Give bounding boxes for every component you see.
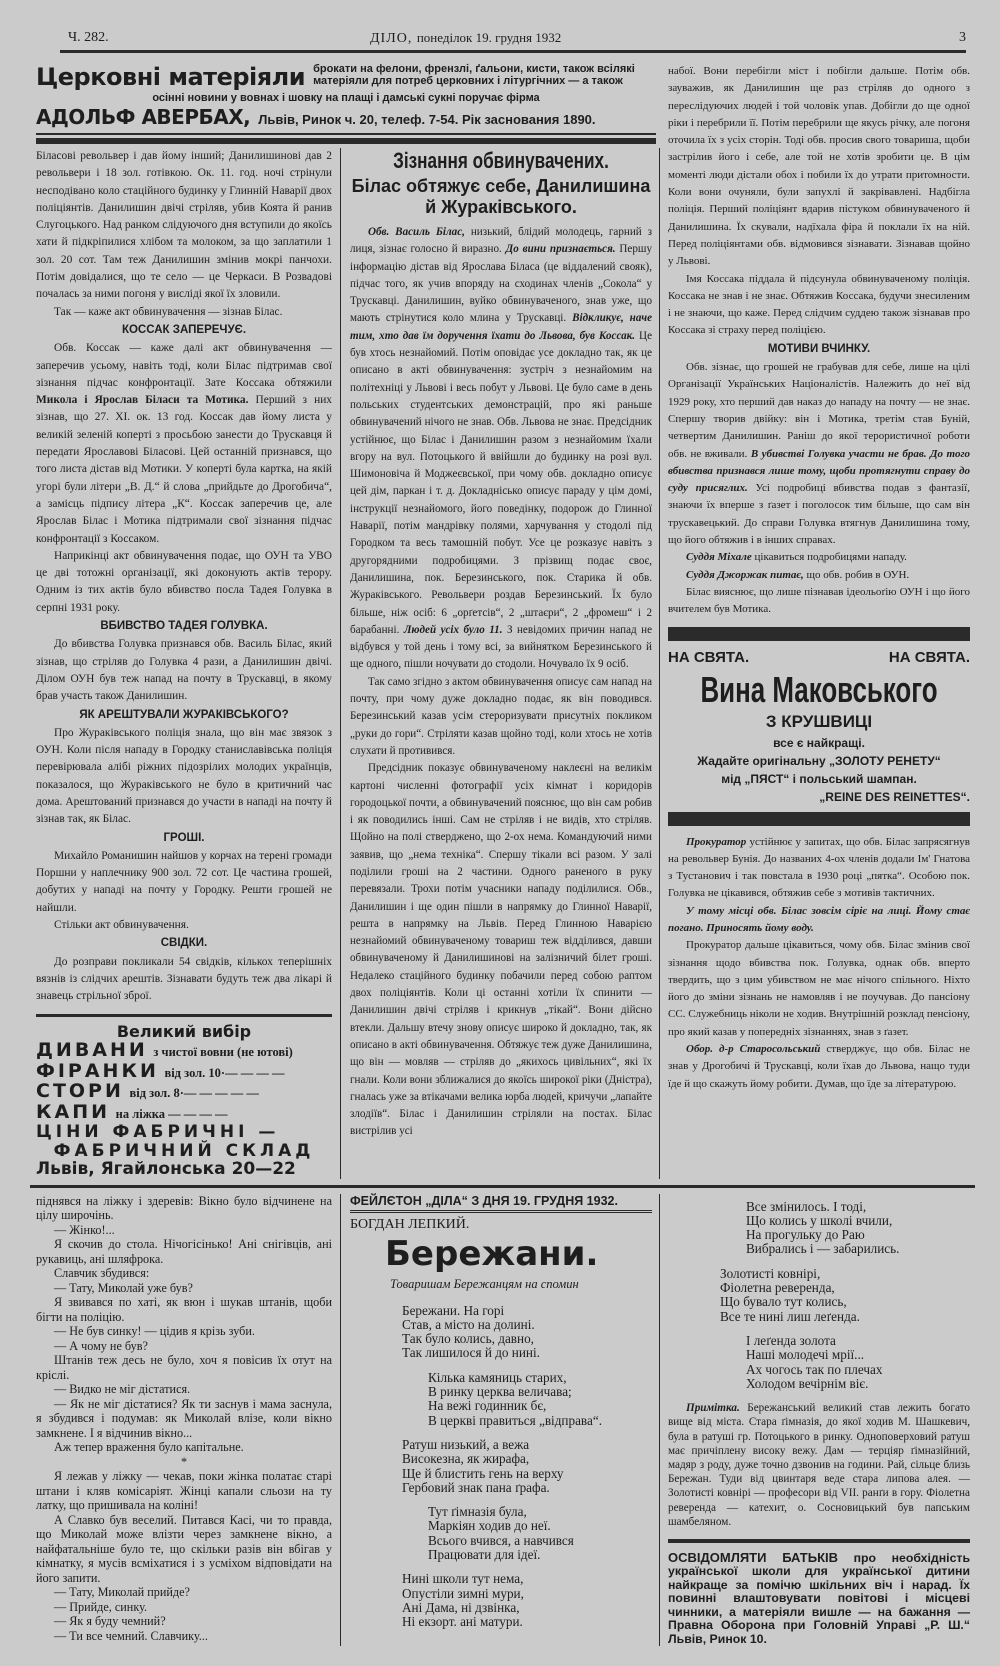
ad-rule <box>668 1539 970 1543</box>
section-heading: КОССАК ЗАПЕРЕЧУЄ. <box>121 323 247 336</box>
poem-line: Високезна, як жирафа, <box>402 1451 530 1467</box>
italic-text: В убивстві Голувка участи не брав. До того вбивства признався лише тому, щоби протягнути справу до суду присяглих. <box>668 447 971 495</box>
poem-line: Що колись у школі вчили, <box>746 1212 893 1228</box>
section-heading: ВБИВСТВО ТАДЕЯ ГОЛУВКА. <box>100 620 268 633</box>
ad-title: Церковні матеріяли <box>36 63 306 91</box>
row-big: ФІРАНКИ <box>36 1059 159 1082</box>
issue-date: понеділок 19. грудня 1932 <box>416 30 562 45</box>
page-header <box>60 30 966 53</box>
paragraph <box>350 224 652 674</box>
paper-name: ДІЛО, <box>370 31 413 46</box>
paragraph: — Ти все чемний. Славчику... <box>54 1628 208 1643</box>
poem-line: Гербовий знак пана ґрафа. <box>402 1479 550 1495</box>
furniture-row <box>36 1041 332 1062</box>
italic-text: У тому місці обв. Білас зовсім сіріє на лиці. Йому стає погано. Приносять йому воду. <box>668 904 970 934</box>
paragraph: До розправи покликали 54 свідків, кількох теперішніх вязнів із слідчих арештів. Зізнавати будуть теж два лікарі й знавець стрільної зброї. <box>36 955 332 1003</box>
furniture-heading: Великий вибір <box>116 1021 252 1041</box>
row-small: від зол. 10·— — — — <box>164 1065 285 1080</box>
poem-line: В ринку церква величава; <box>428 1384 572 1400</box>
italic-text: Обв. Василь Білас, <box>368 226 465 238</box>
text: Перший з них зізнав, що 27. XI. ок. 13 год. Коссак дав йому листа у великій зеленій коперті з просьбою занести до Трускавця й передати Ярославові Біласові. Цей останній признався, що того листа дістав від Мотики. У коперті була картка, на якій угорі були літери „В. Д.“ й слова „прийдьте до Дрогобича“, а замісць підпису літера „К“. Коссак заперечив це, але Ярослав Білас і Мотика підтримали свої зізнання підчас конфронтації з Коссаком. <box>36 394 332 545</box>
poem-line: Опустіли зимні мури, <box>402 1585 524 1601</box>
poem-line: Наші молодечі мрії... <box>746 1347 865 1363</box>
paragraph: Я звивався по хаті, як вюн і шукав штанів, щоби бігти на поліцію. <box>36 1295 332 1324</box>
upper-section <box>36 63 970 1179</box>
ad-text-2: осінні новини у вовнах і шовку на плащі і дамські сукні поручає фірма <box>152 92 540 104</box>
paragraph: — Тату, Миколай прийде? <box>54 1585 190 1600</box>
poem-line: Що бувало тут колись, <box>720 1294 847 1310</box>
wine-name: Вина Маковського <box>700 668 938 710</box>
paragraph: Стільки акт обвинувачення. <box>54 919 189 932</box>
paragraph: До вбивства Голувка признався обв. Василь Білас, який зізнав, що стріляв до Голувка 4 рази, а Данилишин двічі. Ділом ОУН був теж напад на почту в Трускавці, в якому брав участь також Данилишин. <box>36 638 332 703</box>
paragraph: Так само згідно з актом обвинувачення описує сам напад на почту, при чому дуже докладно подає, як він поводився. Березинський казав усім стероризувати присутніх покликом „руки до гори“. Стріляти казав щойно тоді, коли хтось не хотів слухати й противився. <box>350 675 652 757</box>
poem-stanza <box>402 1505 652 1562</box>
poem-stanza <box>720 1267 970 1324</box>
column-right-mid <box>668 834 970 1093</box>
text: стверджує, що обв. Білас не знав у Дрогобичі й Трускавці, коли їхав до Львова, нащо туди їде й що скажуть йому робити. Думав, що їде за літературою. <box>668 1043 970 1090</box>
row-small: від зол. 8·— — — — — <box>129 1086 259 1101</box>
poem-line: Всього вчився, а навчився <box>428 1532 574 1548</box>
italic-text: Людей усіх було 11. <box>403 623 503 636</box>
row-big: КАПИ <box>36 1100 111 1123</box>
paragraph <box>668 1041 970 1093</box>
ad-firm: АДОЛЬФ АВЕРБАХ, <box>36 105 251 129</box>
paragraph: — Не був синку! — цідив я крізь зуби. <box>54 1324 255 1339</box>
paragraph <box>668 359 970 549</box>
ad-bar-top <box>668 627 970 641</box>
poem-line: Так було колись, давно, <box>402 1331 534 1347</box>
text: цікавиться подробицями нападу. <box>751 551 907 564</box>
paragraph: Я скочив до стола. Нічогісінько! Ані снігівців, ані рукавиць, ані шляфрока. <box>36 1237 332 1266</box>
left-column <box>36 148 340 1179</box>
poem-line: Все змінилось. І тоді, <box>746 1198 867 1214</box>
section-heading: ЯК АРЕШТУВАЛИ ЖУРАКІВСЬКОГО? <box>79 708 289 721</box>
paragraph: — Видко не міг дістатися. <box>54 1382 191 1397</box>
furniture-prices: ЦІНИ ФАБРИЧНІ — <box>36 1122 280 1143</box>
paragraph <box>668 903 970 938</box>
poem-line: Золотисті ковнірі, <box>720 1265 821 1281</box>
poem-stanza <box>402 1438 652 1495</box>
holiday-left: НА СВЯТА. <box>668 648 750 666</box>
lower-section <box>36 1194 970 1647</box>
poem-part-2 <box>720 1200 970 1392</box>
section-rule <box>30 1185 975 1188</box>
paragraph: Так — каже акт обвинувачення — зізнав Білас. <box>54 305 283 318</box>
ad-furniture <box>36 1014 332 1179</box>
poem-line: Все те нині лиш леґенда. <box>720 1308 860 1324</box>
column-left-top <box>36 148 332 1006</box>
ad-church-materials <box>36 63 656 144</box>
poem-line: І леґенда золота <box>746 1332 836 1348</box>
poem-line: В церкві правиться „відправа“. <box>428 1412 602 1428</box>
column-left-bottom <box>36 1194 332 1644</box>
paragraph: Штанів теж десь не було, хоч я повісив їх отут на кріслі. <box>36 1353 332 1382</box>
poem-stanza <box>720 1334 970 1391</box>
paragraph: Предсідник показує обвинуваченому наклеєні на великім картоні численні фотографії усіх кімнат і коридорів городоцької почти, а обвинувачений пояснює, що він сам робив і як поводились інші. Сам не стріляв і не видів, хто стріляв. Щойно на полі стверджено, що 2-ох нема. Командуючий ними заявив, що „нема техніка“. Спершу тікали всі разом. У залі поділили гроші на 2 частини. Одного раненого в руку перевязали. Трохи потім учасники нападу поділилися. Обв., Данилишин і ще один пішли в напрямку до Глинної Наварії, решта в напрямку на Львів. Перед Глинною Наварією незнайомий обвинуваченому товариш теж відділився, давши обвинуваченому й Данилишинові на залізничий білет гроші. Недалеко стаційного будинку побачили перед собою раптом двох поліціянтів. Коли ці останні хотіли їх спинити — Данилишин двічі стріляв і крикнув „тікай“. Вони дійсно втекли. Дальшу втечу знову описує широко й докладно, так, як описано в акті обвинувачення. Обтяжує теж дуже Данилишина, що він — мовляв — стріляв до „якихось цивільних“, які їх гнали. Коли вони зближалися до якоїсь широкої ріки (Дністра), гналась уже за втікачами велика юрба людей, кричучи „лапайте злодіїв“. Білас і Данилишин стріляли на постах. Білас вистрілив усі <box>350 762 652 1138</box>
issue-number: Ч. 282. <box>68 30 109 45</box>
poem-stanza <box>402 1304 652 1361</box>
poem-line: Тут ґімназія була, <box>428 1504 527 1520</box>
poem-line: Бережани. На горі <box>402 1302 505 1318</box>
left-middle-block <box>36 63 660 1179</box>
poem-line: Нині школи тут нема, <box>402 1571 524 1587</box>
row-big: СТОРИ <box>36 1080 124 1103</box>
row-big: ДИВАНИ <box>36 1039 148 1062</box>
holiday-right: НА СВЯТА. <box>888 648 970 666</box>
poem-stanza <box>402 1371 652 1428</box>
text: Обв. зізнає, що грошей не грабував для себе, лише на цілі Організації Українських Націоналістів. Належить до неї від 1929 року, хто перший дав наказ до нападу на почту — не знає. Спершу творив двійку: він і Мотика, третім став Буній, четвертим Данилишин. Раніш до якої терористичної роботи обв. не вживали. <box>668 361 970 460</box>
school-lead: ОСВІДОМЛЯТИ БАТЬКІВ <box>668 1549 839 1565</box>
text: устійнює у запитах, що обв. Білас запрясягнув на револьвер Бунія. До названих 4-ох членів додали Ім' Гнатова з Тустанович і так повстала в 1930 році „пятка“. Особою пок. Голувка не цікавився, обтяжив себе з мотивів тактичних. <box>668 835 970 900</box>
section-heading: СВІДКИ. <box>160 937 208 950</box>
wine-line-2: Жадайте оригінальну „ЗОЛОТУ РЕНЕТУ“ <box>697 753 941 768</box>
page-number: 3 <box>959 30 966 45</box>
poem-line: Так лишилося й до нині. <box>402 1345 540 1361</box>
paragraph: Аж тепер враження було капітальне. <box>54 1440 244 1455</box>
poem-part-1 <box>402 1304 652 1630</box>
poem-author: БОГДАН ЛЕПКИЙ. <box>350 1216 470 1232</box>
wine-origin: З КРУШВИЦІ <box>765 711 873 731</box>
paragraph: Про Жураківського поліція знала, що він має звязок з ОУН. Коли після нападу в Городку станиславівська поліція перевірювала алібі ріжних підозрілих молодих українців, показалося, що Жураківського не було в критичний час дома. Арештований признався до участи в нападі на почту й зізнав так, як Білас. <box>36 726 332 826</box>
right-lower-column <box>660 1194 970 1647</box>
text: що обв. робив в ОУН. <box>803 568 910 581</box>
feuilleton-column <box>340 1194 660 1647</box>
furniture-row <box>36 1100 332 1124</box>
paragraph: — Як я буду чемний? <box>54 1614 166 1629</box>
poem-line: Вибрались і — забарились. <box>746 1241 900 1257</box>
poem-line: Фіолетна реверенда, <box>720 1280 835 1296</box>
poem-title: Бережани. <box>385 1233 599 1274</box>
section-heading: ГРОШІ. <box>163 831 205 844</box>
paragraph: Білас вияснює, що лише пізнавав ідеольоґію ОУН і що його вчителем був Мотика. <box>668 585 970 616</box>
paragraph <box>668 567 970 584</box>
poem-stanza <box>720 1200 970 1257</box>
italic-text: Обор. д-р Старосольський <box>686 1043 821 1056</box>
wine-line-1: все є найкращі. <box>773 735 865 750</box>
ad-school <box>668 1551 970 1647</box>
paragraph: — А чому не був? <box>54 1338 148 1353</box>
paragraph: Імя Коссака піддала й підсунула обвинуваченому поліція. Коссака не знав і не знає. Обтяжив Коссака, будучи знесиленим і не знаючи, що каже. Перед слідчим суддею також зізнавав про Коссака зі страху перед поліцією. <box>668 272 970 337</box>
paragraph: Славчик збудився: <box>54 1266 150 1281</box>
italic-text: Суддя Джоржак питає, <box>686 568 804 581</box>
ad-address: Львів, Ринок ч. 20, телеф. 7-54. Рік заснования 1890. <box>258 112 596 127</box>
wine-line-4: „REINE DES REINETTES“. <box>819 789 970 804</box>
italic-text: До вини признається. <box>505 243 616 256</box>
text: Обв. Коссак — каже далі акт обвинувачення — заперечив усьому, навіть тоді, коли Білас підтримав свої зізнання підчас конфронтації. Зате Коссака обтяжили <box>36 342 332 389</box>
poem-line: На вежі годинник бє, <box>428 1398 547 1414</box>
school-text: про необхідність української школи для української дитини найкраще за помічю шкільних віч і нарад. Їх повинні влаштовувати повітові і місцеві чинники, а матеріяли вишле — на бажання — Правна Оборона при Головній Управі „Р. Ш.“ Львів, Ринок 10. <box>668 1550 970 1646</box>
poem-line: Ні екзорт. ані матури. <box>402 1614 523 1630</box>
italic-text: Прокуратор <box>686 835 747 848</box>
paragraph: набої. Вони перебігли міст і побігли дальше. Потім обв. зауважив, як Данилишин ще раз стріляв до одного з переслідуючих людей і той чоловік упав. Добігли до ще одної ріки і перебрили її. Потім перебрили ще якусь річку, але погоня оточила їх з усіх сторін. Тоді обв. просив свого товариша, щоби застрілив його і себе, але той не хотів зробити це. В цім моменті люди дістали обох і побили їх до утрати притомности. Коли вони очуняли, були запухлі й закрівавлені. Надбігла поліція. Перший поліціянт вдарив пістуком обвинуваченого й Данилишина. Їх скували, надїхала фіра й поклали їх на ній. Перед поліціянтами обв. відмовився зізнавати. Зізнавав щойно у Львові. <box>668 65 970 268</box>
row-small: з чистої вовни (не ютові) <box>153 1045 293 1060</box>
ad-bar-bottom <box>668 812 970 826</box>
paragraph: Наприкінці акт обвинувачення подає, що ОУН та УВО це дві тотожні організації, які доконують актів терору. Одним із тих актів було вбивство посла Тадея Голувка в серпні 1931 року. <box>36 549 332 614</box>
paragraph <box>668 549 970 566</box>
note-label: Примітка. <box>686 1402 740 1415</box>
ad-wine <box>668 649 970 804</box>
ad-rule-thick <box>36 138 656 144</box>
paragraph: Біласові револьвер і дав йому інший; Данилишинові дав 2 револьвери і 18 зол. готівкою. Ок. 11. год. ночі стрінули несподівано коло стаційного будинку у Глинній Наварії двох поліціянтів. Данилишин двічі стріляв, убив Коята й ранив Слугоцького. Над ранком слідуючого дня вступили до якоїсь хати й підкріпилися хлібом та молоком, за що заплатили 1 зол. 20 сот. Там теж Данилишин змінив мокрі панчохи. Потім довідалися, що те село — це Черкаси. В Розвадові почалась за ними погоня у висліді якої їх зловили. <box>36 150 332 301</box>
poem-line: Маркіян ходив до неї. <box>428 1518 551 1534</box>
poem-line: Ах чогось так по плечах <box>746 1361 883 1377</box>
ad-rule <box>36 133 656 135</box>
paragraph: піднявся на ліжку і здеревів: Вікно було відчинене на цілу широчінь. <box>36 1193 332 1223</box>
paragraph: Я лежав у ліжку — чекав, поки жінка полатає старі штани і кляв комісаріят. Жінці капали сльози на ту латку, що пришивала на коліні! <box>36 1469 332 1513</box>
furniture-row <box>36 1082 332 1103</box>
ad-text: брокати на фелони, френзлі, ґальони, кисти, також всілякі матеріяли для потреб церковних і літургічних — а також <box>313 63 635 87</box>
poem-dedication: Товаришам Бережанцям на спомин <box>390 1276 579 1291</box>
wine-line-3: мід „ПЯСТ“ і польський шампан. <box>721 771 917 786</box>
poem-line: Кілька камяниць старих, <box>428 1369 567 1385</box>
italic-text: Відкликує, наче тим, хто дав їм доручення їхати до Львова, був Коссак. <box>350 312 652 342</box>
section-heading: МОТИВИ ВЧИНКУ. <box>767 342 871 355</box>
feuilleton-header: ФЕЙЛЄТОН „ДІЛА“ З ДНЯ 19. ГРУДНЯ 1932. <box>350 1194 652 1213</box>
furniture-row <box>36 1059 332 1083</box>
column-right-top <box>668 63 970 619</box>
right-column <box>660 63 970 1179</box>
text: Це був хтось незнайомий. Потім оповідає усе докладно так, як це описано в акті обвинувачення: зустріч з незнайомим на політехніці у Львові і весь побут у Львові. Це було саме в день польських студентських демонстрацій, про які раньше обвинувачений нічого не знав. Обв. Львова не знає. Предсідник устійнює, що Білас і Данилишин разом з незнайомим їхали вгору на вул. Потоцького й ввійшли до будинку на розі вул. Шимоновіча й Моджеєвської, при чому обв. докладно описує цей дім, паркан і т. д. Докладнісько описує параду у цім домі, інструкції незнайомого, його поведінку, подорож до Глинної Наварії, потім мандрівку полями, харчування у стодолі під Городком та весь тамошній побут. Усе це розказує навіть з другорядними подробицями. З прізвищ подає своє, Данилишина, пок. Березинського, пок. Старика й обв. Жураківського. Револьвери роздав Березинський. Їх було більше, ніж осіб: 6 „орґетсів“, 2 „штаєри“, 2 „фромеш“ і 2 барабанні. <box>350 329 652 636</box>
poem-line: Працювати для ідеї. <box>428 1547 541 1562</box>
bold-text: Микола і Ярослав Біласи та Мотика. <box>36 394 249 407</box>
middle-column <box>340 148 660 1179</box>
article-title: Зізнання обвинувачених. <box>393 148 609 173</box>
poem-line: Ані Дама, ні дзвінка, <box>402 1599 520 1615</box>
separator: * <box>180 1454 188 1469</box>
column-middle-top <box>350 224 652 1141</box>
poem-line: Ратуш низький, а вежа <box>402 1436 530 1452</box>
text: З невідомих причин напад не відбувся у той день і тому всі, за вийнятком Березинського й ще одного, пішли ночувати до стодоли. Ночувало їх 9 осіб. <box>350 623 652 671</box>
furniture-store: ФАБРИЧНИЙ СКЛАД <box>53 1140 315 1161</box>
masthead <box>370 30 561 47</box>
paragraph: — Як не міг дістатися? Як ти заснув і мама заснула, я збудився і подумав: як Миколай влізе, коли вікно замкнене. І я відчинив вікно... <box>36 1396 332 1440</box>
paragraph <box>36 340 332 548</box>
text: Усі подробиці вбивства подав з фантазії, знаючи їх вперше з ґазет і поголосок тим більше, що сам він трускавецький. До справи Голувка втягнув Данилишина тому, що його обтяжив і в інших справах. <box>668 482 970 547</box>
poem-note <box>668 1401 970 1529</box>
text: низький, блідий молодець, гарний з лиця, зізнає голосно й виразно. <box>350 226 652 256</box>
poem-stanza <box>402 1572 652 1629</box>
article-subtitle: Білас обтяжує себе, Данилишина й Жураківського. <box>351 176 651 217</box>
paragraph: — Тату, Миколай уже був? <box>54 1280 193 1295</box>
note-text: Бережанський великий став лежить богато вище від міста. Стара ґімназія, до якої ходив М. Шашкевич, була в ратуші гр. Потоцького в ринку. Одноповерховий ратуш має причіплену високу вежу. Дам — терціяр ґімназійний, мадяр з роду, дуже точно дзвонив на години. Рай, сільце близь Бережан. Туди від цвинтаря веде стара липова алея. — Золотисті ковнірі — професори від VII. ранґи в гору. Фіолетна реверенда — катехит, о. Сосновицький був папським шамбеляном. <box>668 1402 970 1528</box>
paragraph: — Прийде, синку. <box>54 1599 147 1614</box>
italic-text: Суддя Міхале <box>686 551 752 564</box>
paragraph <box>668 834 970 903</box>
furniture-address: Львів, Ягайлонська 20—22 <box>36 1159 296 1180</box>
paragraph: А Славко був веселий. Питався Касі, чи то правда, що Миколай може влізти через замкнене вікно, а найфатальніше було те, що скільки разів він вбігав у кімнатку, я мусів всміхатися і з усміхом відповідати на його запити. <box>36 1512 332 1585</box>
poem-line: На прогульку до Раю <box>746 1227 865 1243</box>
text: Першу інформацію дістав від Ярослава Біласа (це віддалений свояк), підчас того, як учив впоряду на сходинах членів „Сокола“ у Трускавці. Данилишин, вуйко обвинуваченого, знав уже, що мають стрінутися коло млина у Трускавці. <box>350 243 652 325</box>
paragraph: Прокуратор дальше цікавиться, чому обв. Білас змінив свої зізнання щодо вбивства пок. Голувка, однак обв. вперто твердить, що з цим убивством не має нічого спільного. Ніхто його до зміни зізнань не намовляв і не поучував. До пансіону СС. Служебниць ніколи не ходив. Внутрішній розклад пенсіону, про який казав у попередніх зізнаннях, знав з ґазет. <box>668 939 970 1038</box>
paragraph: Михайло Романишин найшов у корчах на терені громади Поршни у наплечнику 900 зол. 72 сот. Це частина грошей, добутих у нападі на почту у Городку. Решти грошей не найшли. <box>36 849 332 914</box>
poem-line: Став, а місто на долині. <box>402 1316 535 1332</box>
article-columns <box>36 148 660 1179</box>
paragraph: — Жінко!... <box>54 1222 115 1237</box>
poem-line: Ще й блистить гень на верху <box>402 1465 564 1481</box>
row-small: на ліжка — — — — <box>115 1106 228 1121</box>
poem-line: Холодом вечірнім віє. <box>746 1375 869 1391</box>
story-column <box>36 1194 340 1647</box>
